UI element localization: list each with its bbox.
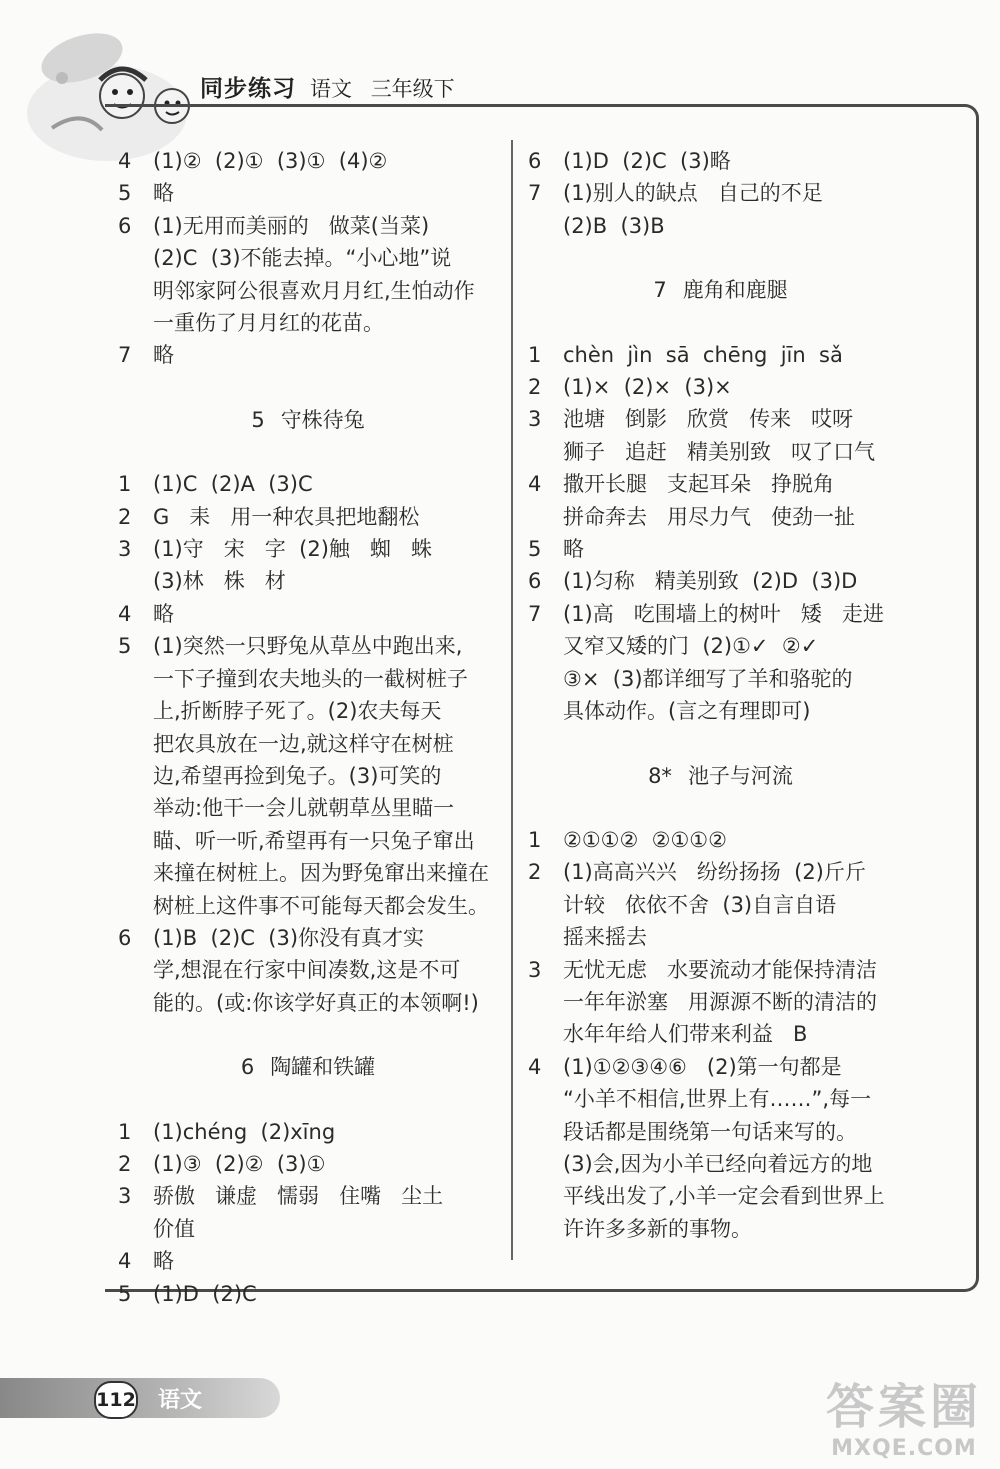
item-number: 5 [118, 1281, 132, 1306]
answer-line: 略 [563, 537, 584, 562]
answer-line: (1)② (2)① (3)① (4)② [153, 149, 388, 173]
series-brand: 同步练习 [200, 76, 296, 102]
answer-line: 段话都是围绕第一句话来写的。 [563, 1119, 857, 1144]
item-number: 4 [528, 1054, 542, 1079]
answer-item [118, 533, 498, 565]
answer-item [528, 339, 913, 371]
answer-line: 能的。(或:你该学好真正的本领啊!) [153, 990, 479, 1015]
footer-band [0, 1378, 280, 1418]
answer-line: 许许多多新的事物。 [563, 1216, 752, 1241]
item-number: 6 [528, 569, 542, 594]
answer-line: 拼命奔去 用尽力气 使劲一扯 [563, 504, 856, 529]
page-number: 112 [94, 1381, 138, 1419]
item-number: 4 [118, 1249, 132, 1274]
section-title [118, 404, 498, 436]
subject-label: 语文 [310, 77, 352, 101]
item-number: 3 [528, 957, 542, 982]
answer-line: 一年年淤塞 用源源不断的清洁的 [563, 989, 878, 1014]
answer-item [528, 145, 913, 177]
answer-line: 无忧无虑 水要流动才能保持清洁 [563, 957, 878, 982]
answer-line: (1)D (2)C [153, 1281, 257, 1306]
answer-line: (1)C (2)A (3)C [153, 472, 313, 497]
watermark-main: 答案圈 [825, 1379, 982, 1435]
item-number: 1 [118, 472, 132, 497]
answer-line: (1)高 吃围墙上的树叶 矮 走进 [563, 601, 884, 626]
answer-line: 池塘 倒影 欣赏 传来 哎呀 [563, 407, 854, 432]
item-number: 5 [528, 537, 542, 562]
answer-line: 树桩上这件事不可能每天都会发生。 [153, 893, 489, 918]
answer-line: 具体动作。(言之有理即可) [563, 699, 811, 724]
answer-item [528, 598, 913, 630]
answer-line: (1)守 宋 字 (2)触 蜘 蛛 [153, 537, 432, 562]
answer-line: (3)林 株 材 [153, 569, 286, 594]
answer-line: (1)无用而美丽的 做菜(当菜) [153, 213, 430, 238]
answer-item [118, 630, 498, 662]
item-number: 4 [118, 601, 132, 626]
answer-line: 略 [153, 1249, 174, 1274]
answer-line: 平线出发了,小羊一定会看到世界上 [563, 1184, 885, 1209]
answer-item [118, 598, 498, 630]
section-title [528, 760, 913, 792]
answer-line: 略 [153, 343, 174, 368]
answer-line: 来撞在树桩上。因为野兔窜出来撞在 [153, 861, 489, 886]
answer-line: 骄傲 谦虚 懦弱 住嘴 尘土 [153, 1184, 444, 1209]
section-number: 5 [251, 407, 265, 432]
answer-line: 又窄又矮的门 (2)①✓ ②✓ [563, 634, 819, 659]
answer-item [118, 339, 498, 371]
footer-subject-label: 语文 [158, 1388, 203, 1413]
item-number: 1 [528, 342, 542, 367]
answer-line: 略 [153, 181, 174, 206]
answer-item [118, 145, 498, 177]
item-number: 3 [118, 537, 132, 562]
answer-line: 狮子 追赶 精美别致 叹了口气 [563, 439, 876, 464]
grade-label: 三年级下 [370, 77, 455, 101]
answer-line: 瞄、听一听,希望再有一只兔子窜出 [153, 828, 475, 853]
item-number: 6 [118, 925, 132, 950]
answer-line: 把农具放在一边,就这样守在树桩 [153, 731, 454, 756]
section-title [118, 1051, 498, 1083]
answer-line: (1)D (2)C (3)略 [563, 149, 731, 173]
watermark-url: MXQE.COM [831, 1436, 977, 1461]
answer-item [118, 1148, 498, 1180]
answer-item [118, 501, 498, 533]
item-number: 4 [528, 472, 542, 497]
item-number: 2 [118, 504, 132, 529]
left-column [118, 145, 498, 1310]
section-number: 7 [653, 278, 667, 303]
answer-line: (1)别人的缺点 自己的不足 [563, 181, 823, 206]
section-number: 6 [240, 1055, 255, 1080]
answer-item [528, 371, 913, 403]
item-number: 3 [528, 407, 542, 432]
item-number: 2 [528, 860, 542, 885]
item-number: 6 [118, 213, 132, 238]
item-number: 6 [528, 149, 542, 173]
answer-item [118, 1180, 498, 1212]
section-title [528, 274, 913, 306]
answer-line: G 耒 用一种农具把地翻松 [153, 504, 420, 529]
answer-item [118, 1116, 498, 1148]
section-name: 陶罐和铁罐 [270, 1055, 376, 1080]
answer-line: 举动:他干一会儿就朝草丛里瞄一 [153, 796, 455, 821]
answer-line: 计较 依依不舍 (3)自言自语 [563, 892, 837, 917]
item-number: 5 [118, 181, 132, 206]
item-number: 1 [118, 1119, 132, 1144]
column-divider [511, 140, 513, 1260]
answer-line: (1)匀称 精美别致 (2)D (3)D [563, 569, 858, 594]
answer-item [528, 824, 913, 856]
answer-item [528, 177, 913, 209]
answer-item [118, 210, 498, 242]
item-number: 5 [118, 634, 132, 659]
section-name: 池子与河流 [687, 763, 793, 788]
answer-item [118, 922, 498, 954]
answer-line: 明邻家阿公很喜欢月月红,生怕动作 [153, 278, 475, 303]
answer-line: 一下子撞到农夫地头的一截树桩子 [153, 666, 468, 691]
section-name: 鹿角和鹿腿 [682, 278, 788, 303]
answer-item [528, 954, 913, 986]
answer-line: 撒开长腿 支起耳朵 挣脱角 [563, 472, 835, 497]
item-number: 3 [118, 1184, 132, 1209]
answer-line: (1)chéng (2)xīng [153, 1119, 336, 1144]
answer-line: (1)①②③④⑥ (2)第一句都是 [563, 1054, 842, 1079]
answer-item [528, 403, 913, 435]
item-number: 7 [118, 343, 132, 368]
header-title [200, 70, 455, 103]
answer-line: 略 [153, 601, 174, 626]
item-number: 2 [528, 375, 542, 400]
answer-line: (3)会,因为小羊已经向着远方的地 [563, 1151, 873, 1176]
answer-line: (2)B (3)B [563, 213, 665, 238]
answer-line: 学,想混在行家中间凑数,这是不可 [153, 958, 461, 983]
answer-line: 一重伤了月月红的花苗。 [153, 311, 384, 336]
answer-line: (1)高高兴兴 纷纷扬扬 (2)斤斤 [563, 860, 866, 885]
answer-line: ②①①② ②①①② [563, 827, 727, 852]
answer-line: 水年年给人们带来利益 B [563, 1022, 808, 1047]
item-number: 4 [118, 149, 132, 173]
answer-line: (1)突然一只野兔从草丛中跑出来, [153, 634, 463, 659]
answer-line: (1)× (2)× (3)× [563, 375, 732, 400]
watermark [826, 1378, 982, 1461]
answer-item [528, 468, 913, 500]
answer-item [528, 533, 913, 565]
answer-line: 摇来摇去 [563, 925, 647, 950]
answer-line: (2)C (3)不能去掉。“小心地”说 [153, 246, 452, 271]
answer-item [118, 468, 498, 500]
answer-line: 上,折断脖子死了。(2)农夫每天 [153, 699, 442, 724]
answer-item [118, 1245, 498, 1277]
item-number: 1 [528, 827, 542, 852]
answer-line: 价值 [153, 1216, 195, 1241]
item-number: 7 [528, 181, 542, 206]
answer-item [528, 1051, 913, 1083]
answer-line: 边,希望再捡到兔子。(3)可笑的 [153, 763, 442, 788]
answer-item [118, 1278, 498, 1310]
answer-line: (1)③ (2)② (3)① [153, 1151, 326, 1176]
item-number: 7 [528, 601, 542, 626]
answer-line: ③× (3)都详细写了羊和骆驼的 [563, 666, 853, 691]
answer-line: (1)B (2)C (3)你没有真才实 [153, 925, 425, 950]
answer-item [118, 177, 498, 209]
section-number: 8* [648, 763, 672, 788]
answer-line: “小羊不相信,世界上有……”,每一 [563, 1087, 872, 1112]
answer-item [528, 565, 913, 597]
section-name: 守株待兔 [280, 407, 365, 432]
answer-item [528, 856, 913, 888]
right-column [528, 145, 913, 1245]
item-number: 2 [118, 1151, 132, 1176]
answer-line: chèn jìn sā chēng jīn sǎ [563, 342, 843, 367]
